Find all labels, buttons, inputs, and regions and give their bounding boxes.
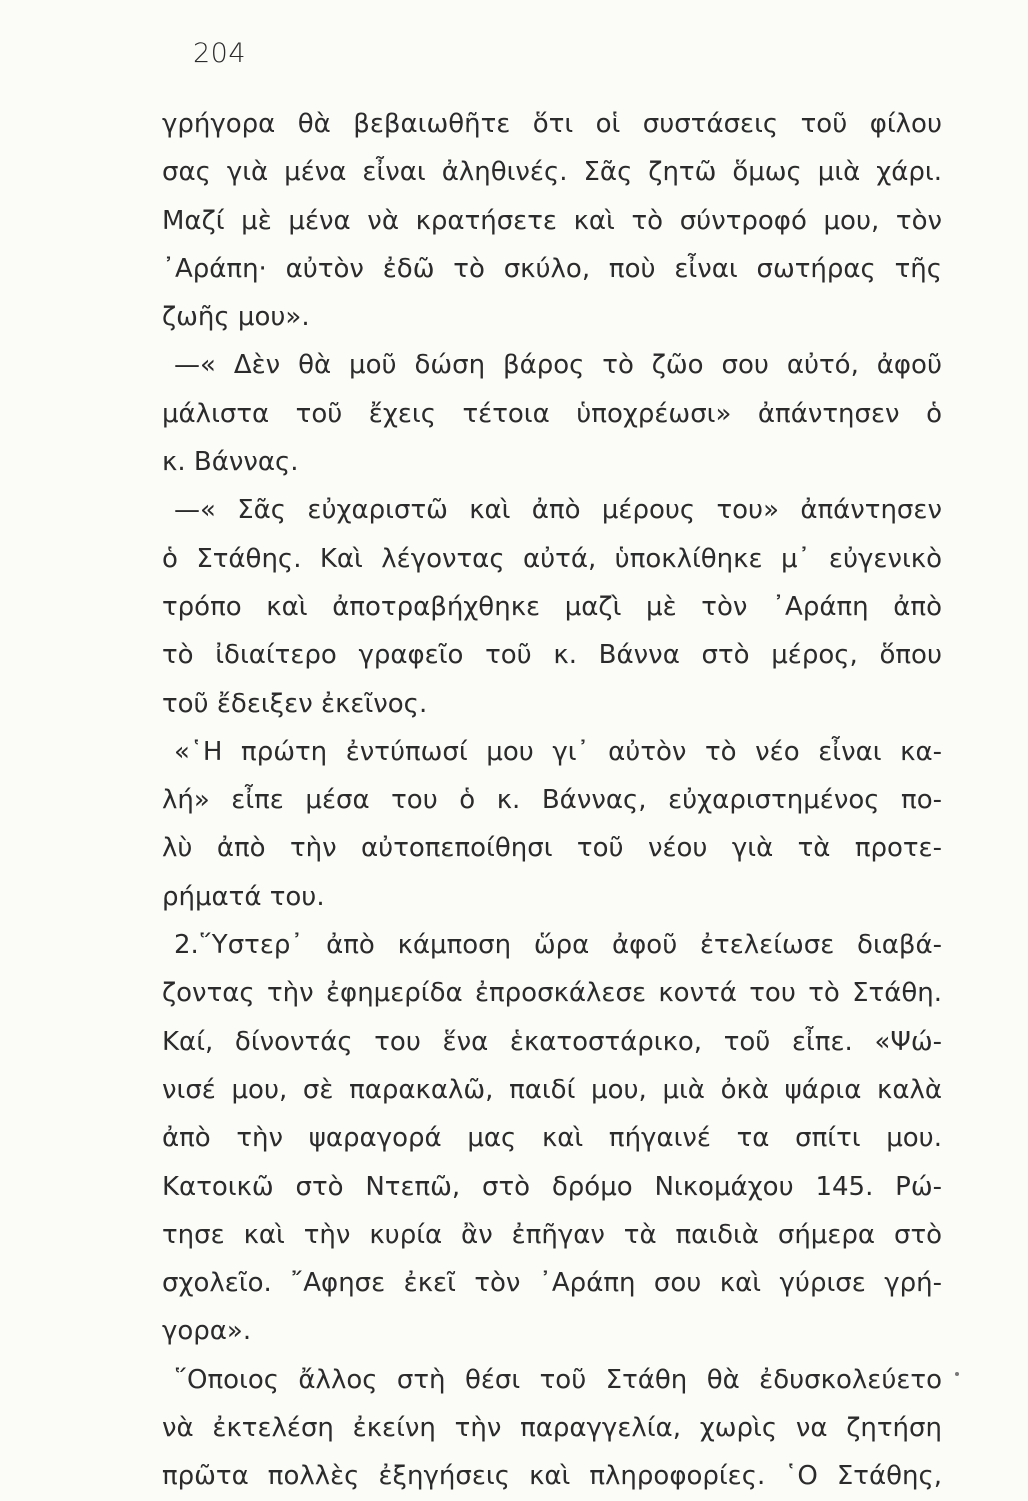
text-line: λὺ ἀπὸ τὴν αὐτοπεποίθησι τοῦ νέου γιὰ τὰ προτε- bbox=[162, 833, 942, 864]
text-line: —« Σᾶς εὐχαριστῶ καὶ ἀπὸ μέρους του» ἀπάντησεν bbox=[174, 495, 942, 526]
text-line: τὸ ἰδιαίτερο γραφεῖο τοῦ κ. Βάννα στὸ μέρος, ὅπου bbox=[162, 640, 942, 671]
text-line: τοῦ ἔδειξεν ἐκεῖνος. bbox=[162, 688, 428, 719]
text-line: Κατοικῶ στὸ Ντεπῶ, στὸ δρόμο Νικομάχου 145. Ρώ- bbox=[162, 1171, 942, 1202]
text-line: σχολεῖο. ῎Αφησε ἐκεῖ τὸν ᾿Αράπη σου καὶ γύρισε γρή- bbox=[162, 1268, 942, 1299]
text-line: ᾿Αράπη· αὐτὸν ἐδῶ τὸ σκύλο, ποὺ εἶναι σωτήρας τῆς bbox=[162, 253, 942, 284]
text-line: «῾Η πρώτη ἐντύπωσί μου γι᾿ αὐτὸν τὸ νέο εἶναι κα- bbox=[174, 736, 942, 767]
text-line: νισέ μου, σὲ παρακαλῶ, παιδί μου, μιὰ ὀκὰ ψάρια καλὰ bbox=[162, 1074, 942, 1105]
text-line: κ. Βάννας. bbox=[162, 447, 299, 478]
text-line: 2.῞Υστερ᾿ ἀπὸ κάμποση ὥρα ἀφοῦ ἐτελείωσε διαβά- bbox=[174, 930, 942, 961]
text-line: ὁ Στάθης. Καὶ λέγοντας αὐτά, ὑποκλίθηκε μ᾿ εὐγενικὸ bbox=[162, 543, 942, 574]
page-number: 204 bbox=[193, 38, 247, 69]
text-line: λή» εἶπε μέσα του ὁ κ. Βάννας, εὐχαριστημένος πο- bbox=[162, 785, 942, 816]
text-line: Καί, δίνοντάς του ἕνα ἑκατοστάρικο, τοῦ εἶπε. «Ψώ- bbox=[162, 1026, 942, 1057]
text-line: νὰ ἐκτελέση ἐκείνη τὴν παραγγελία, χωρὶς να ζητήση bbox=[162, 1413, 942, 1444]
paper-speck bbox=[955, 1372, 959, 1376]
text-line: μάλιστα τοῦ ἔχεις τέτοια ὑποχρέωσι» ἀπάντησεν ὁ bbox=[162, 398, 942, 429]
text-line: γορα». bbox=[162, 1316, 252, 1347]
text-line: τησε καὶ τὴν κυρία ἂν ἐπῆγαν τὰ παιδιὰ σήμερα στὸ bbox=[162, 1219, 942, 1250]
text-line: σας γιὰ μένα εἶναι ἀληθινές. Σᾶς ζητῶ ὅμως μιὰ χάρι. bbox=[162, 157, 942, 188]
text-line: τρόπο καὶ ἀποτραβήχθηκε μαζὶ μὲ τὸν ᾿Αράπη ἀπὸ bbox=[162, 591, 942, 622]
text-block bbox=[162, 100, 942, 1501]
text-line: ζοντας τὴν ἐφημερίδα ἐπροσκάλεσε κοντά του τὸ Στάθη. bbox=[162, 978, 942, 1009]
text-line: ῞Οποιος ἄλλος στὴ θέσι τοῦ Στάθη θὰ ἐδυσκολεύετο bbox=[174, 1364, 942, 1395]
text-line: —« Δὲν θὰ μοῦ δώση βάρος τὸ ζῶο σου αὐτό, ἀφοῦ bbox=[174, 350, 942, 381]
text-line: ζωῆς μου». bbox=[162, 302, 310, 333]
text-line: Μαζί μὲ μένα νὰ κρατήσετε καὶ τὸ σύντροφό μου, τὸν bbox=[162, 205, 942, 236]
text-line: ρήματά του. bbox=[162, 881, 325, 912]
text-line: ἀπὸ τὴν ψαραγορά μας καὶ πήγαινέ τα σπίτι μου. bbox=[162, 1123, 942, 1154]
text-line: γρήγορα θὰ βεβαιωθῆτε ὅτι οἱ συστάσεις τοῦ φίλου bbox=[162, 109, 942, 139]
text-line: πρῶτα πολλὲς ἐξηγήσεις καὶ πληροφορίες. ῾Ο Στάθης, bbox=[162, 1461, 942, 1492]
